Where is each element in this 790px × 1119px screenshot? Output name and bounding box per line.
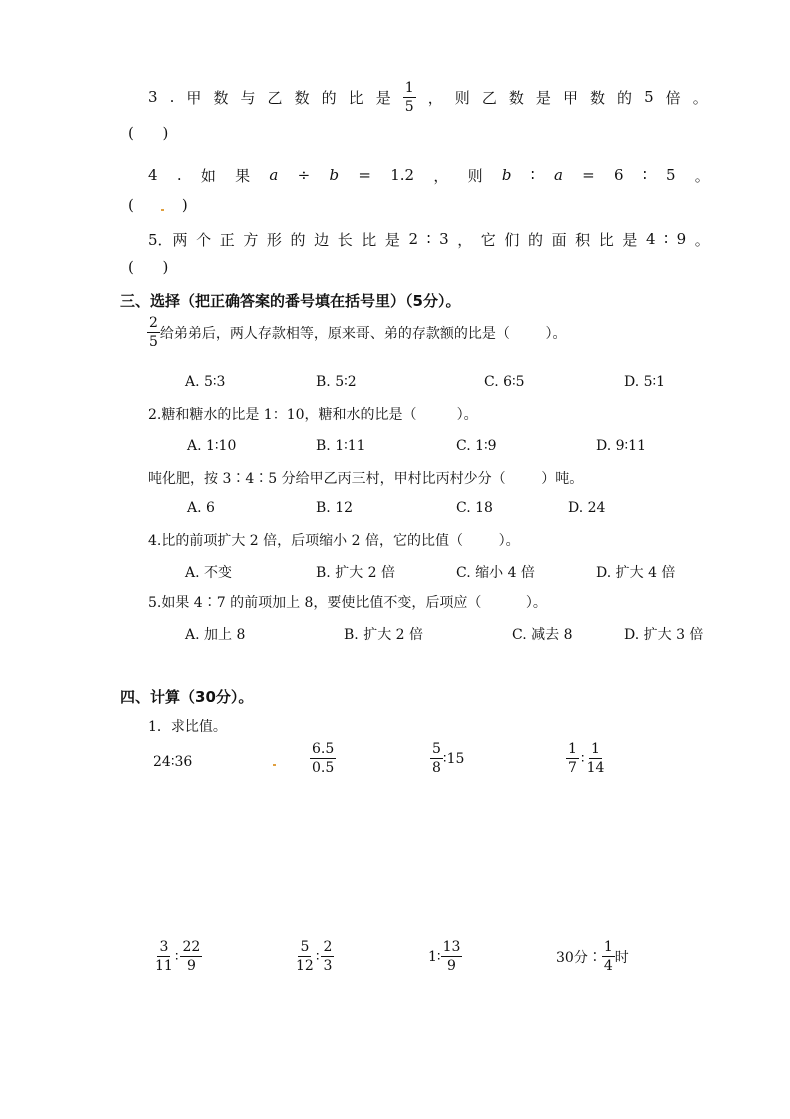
q4-part: 果	[235, 166, 251, 185]
q5-part: 边	[314, 230, 330, 249]
expr-r2-4-post: 时	[614, 949, 629, 966]
q5-part: 个	[196, 230, 212, 249]
expr-r2-4-fraction	[602, 940, 615, 973]
q4-part: =	[358, 166, 371, 184]
expr-r2-1-b-num: 22	[182, 939, 201, 955]
q4-part: 。	[694, 166, 710, 185]
q3-part: 是	[535, 88, 551, 107]
s3-q2-option-d[interactable]: D. 9∶11	[596, 438, 646, 454]
q5-part: 们	[504, 230, 520, 249]
expr-r1-2-fraction	[310, 742, 336, 775]
q3-part: 数	[508, 88, 524, 107]
expr-r1-1: 24∶36	[153, 754, 193, 770]
q4-part: .	[176, 166, 182, 184]
s3-q5-option-b[interactable]: B. 扩大 2 倍	[344, 627, 423, 643]
expr-r2-3-fraction	[441, 940, 463, 973]
expr-r1-4-a-num: 1	[568, 741, 577, 757]
q4-part: 如	[200, 166, 216, 185]
expr-r2-3-den: 9	[447, 958, 456, 974]
s3-q3-option-b[interactable]: B. 12	[316, 500, 354, 516]
expr-r2-1-a-num: 3	[159, 939, 169, 955]
expr-r1-4-b-num: 1	[591, 741, 600, 757]
s3-q1-fraction	[147, 316, 160, 349]
q5-part: 方	[243, 230, 259, 249]
q5-part: 是	[622, 230, 638, 249]
q5-part: 形	[266, 230, 282, 249]
q5-part: 2	[408, 230, 419, 248]
q5-part: 是	[384, 230, 400, 249]
q3-part: ，	[427, 88, 443, 107]
expr-r2-4	[556, 940, 629, 973]
q3-part: 的	[617, 88, 633, 107]
q3-part: 甲	[562, 88, 578, 107]
expr-r1-4-sep: ∶	[580, 750, 585, 767]
s3-q5-text: 5.如果 4∶7 的前项加上 8，要使比值不变，后项应（ ）。	[148, 595, 547, 611]
expr-r1-3-den: 8	[432, 760, 441, 776]
q3-part: 乙	[481, 88, 497, 107]
q3-part: 是	[375, 88, 391, 107]
s3-q1-line	[147, 316, 567, 349]
expr-r2-2-b-num: 2	[323, 939, 333, 955]
s3-q4-text: 4.比的前项扩大 2 倍，后项缩小 2 倍，它的比值（ ）。	[148, 533, 520, 549]
expr-r1-2-den: 0.5	[312, 760, 335, 776]
q5-part: 9	[676, 230, 687, 248]
q3-part: 3	[148, 88, 158, 106]
expr-r1-4	[566, 742, 604, 775]
expr-r2-3-pre: 1∶	[428, 948, 441, 965]
expr-r2-2-a-den: 12	[296, 958, 314, 974]
q4-part: ∶	[642, 166, 647, 184]
q4-paren-open: (	[128, 196, 134, 214]
q4-paren-close: )	[181, 196, 188, 214]
q5-part: 3	[439, 230, 449, 248]
q5-part: 长	[337, 230, 353, 249]
q3-part: 5	[644, 88, 654, 106]
s3-q4-option-b[interactable]: B. 扩大 2 倍	[316, 565, 395, 581]
s3-q1-option-b[interactable]: B. 5∶2	[316, 374, 357, 390]
q3-part: 数	[590, 88, 606, 107]
s3-q2-text: 2.糖和糖水的比是 1：10，糖和水的比是（ ）。	[148, 407, 478, 423]
q5-answer-paren[interactable]: ( )	[128, 258, 169, 276]
expr-r2-1-fraction-a	[155, 940, 173, 973]
q4-part: 则	[467, 166, 483, 185]
q4-part: a	[269, 166, 279, 184]
expr-r2-2-fraction-b	[321, 940, 334, 973]
q4-answer-paren[interactable]	[128, 196, 188, 214]
expr-r2-2-a-num: 5	[300, 939, 310, 955]
s3-q3-option-c[interactable]: C. 18	[456, 500, 493, 516]
judge-q3-line	[148, 79, 708, 115]
s3-q2-option-c[interactable]: C. 1∶9	[456, 438, 497, 454]
expr-r1-2-num: 6.5	[312, 741, 335, 757]
q3-part: 倍	[665, 88, 681, 107]
expr-r2-1-sep: ∶	[174, 948, 179, 965]
q3-frac-den: 5	[404, 98, 414, 115]
s3-q4-option-c[interactable]: C. 缩小 4 倍	[456, 565, 535, 581]
q5-part: 。	[694, 230, 710, 249]
q5-part: 面	[551, 230, 567, 249]
expr-r2-3-num: 13	[442, 939, 461, 955]
q4-part: =	[582, 166, 595, 184]
q3-part: 甲	[186, 88, 202, 107]
s3-q1-option-a[interactable]: A. 5∶3	[185, 374, 226, 390]
q4-part: 4	[148, 166, 158, 184]
s3-q1-option-d[interactable]: D. 5∶1	[624, 374, 666, 390]
expr-r2-4-pre: 30分∶	[556, 949, 602, 966]
expr-r1-4-b-den: 14	[586, 760, 605, 776]
expr-r1-3-rest: ∶15	[442, 750, 465, 767]
s3-q3-option-a[interactable]: A. 6	[187, 500, 215, 516]
q4-part: ∶	[530, 166, 535, 184]
expr-r2-2	[296, 940, 334, 973]
q4-part: 1.2	[390, 166, 415, 184]
s3-q2-option-a[interactable]: A. 1∶10	[187, 438, 237, 454]
section3-title: 三、选择（把正确答案的番号填在括号里）（5分）。	[120, 292, 461, 310]
q4-part: ÷	[297, 166, 311, 184]
q3-part: 乙	[267, 88, 283, 107]
expr-r2-2-b-den: 3	[323, 958, 333, 974]
q3-part: 数	[213, 88, 229, 107]
section4-title: 四、计算（30分）。	[120, 688, 254, 706]
q3-part: .	[169, 88, 175, 106]
s3-q4-option-a[interactable]: A. 不变	[185, 565, 233, 581]
q4-part: 6	[614, 166, 624, 184]
s3-q1-frac-den: 5	[149, 334, 158, 350]
q3-part: 的	[321, 88, 337, 107]
q5-part: ∶	[426, 230, 431, 248]
expr-r2-2-sep: ∶	[315, 948, 320, 965]
q3-part: 则	[454, 88, 470, 107]
q4-part: b	[501, 166, 512, 184]
q5-part: 的	[527, 230, 543, 249]
q3-part: 数	[294, 88, 310, 107]
expr-r1-2	[310, 742, 336, 775]
expr-r1-3-num: 5	[432, 741, 441, 757]
s3-q5-option-d[interactable]: D. 扩大 3 倍	[624, 627, 704, 643]
stray-mark	[161, 209, 164, 211]
q4-part: b	[329, 166, 340, 184]
s3-q5-option-a[interactable]: A. 加上 8	[185, 627, 246, 643]
expr-r2-3	[428, 940, 462, 973]
expr-r2-4-den: 4	[603, 958, 613, 974]
s3-q3-option-d[interactable]: D. 24	[568, 500, 606, 516]
q5-part: 正	[219, 230, 235, 249]
q5-part: 比	[598, 230, 614, 249]
expr-r2-1-fraction-b	[180, 940, 202, 973]
q5-part: 它	[480, 230, 496, 249]
q5-part: ∶	[664, 230, 668, 248]
q5-part: 5．两	[148, 230, 188, 249]
expr-r1-4-fraction-a	[566, 742, 579, 775]
expr-r1-4-a-den: 7	[568, 760, 577, 776]
expr-r2-1-b-den: 9	[186, 958, 196, 974]
q5-part: 比	[361, 230, 377, 249]
s3-q5-option-c[interactable]: C. 减去 8	[512, 627, 573, 643]
expr-r2-4-num: 1	[603, 939, 613, 955]
q5-part: ，	[457, 230, 473, 249]
judge-q4-line	[148, 164, 710, 186]
expr-r1-3-fraction	[430, 742, 443, 775]
q5-part: 4	[645, 230, 656, 248]
q3-part: 与	[240, 88, 256, 107]
s3-q1-text: 给弟弟后，两人存款相等，原来哥、弟的存款额的比是（ ）。	[159, 325, 567, 342]
expr-r2-1	[155, 940, 202, 973]
q3-fraction	[403, 81, 416, 114]
judge-q5-line	[148, 228, 710, 250]
expr-r2-2-fraction-a	[296, 940, 314, 973]
expr-r1-3	[430, 742, 464, 775]
s3-q4-option-d[interactable]: D. 扩大 4 倍	[596, 565, 676, 581]
q5-part: 积	[575, 230, 591, 249]
q4-part: a	[553, 166, 563, 184]
q3-frac-num: 1	[404, 79, 414, 96]
q3-answer-paren[interactable]: ( )	[128, 124, 169, 142]
q5-part: 的	[290, 230, 306, 249]
q4-part: 5	[665, 166, 676, 184]
s3-q1-option-c[interactable]: C. 6∶5	[484, 374, 525, 390]
expr-r2-1-a-den: 11	[155, 958, 173, 974]
expr-r1-4-fraction-b	[587, 742, 605, 775]
s3-q3-text: 吨化肥，按 3∶4∶5 分给甲乙丙三村，甲村比丙村少分（ ）吨。	[148, 471, 584, 487]
section4-sub1: 1．求比值。	[148, 719, 227, 735]
q4-part: ，	[433, 166, 449, 185]
s3-q1-frac-num: 2	[149, 315, 158, 331]
q3-part: 比	[348, 88, 364, 107]
q3-part: 。	[692, 88, 708, 107]
stray-mark	[273, 764, 276, 766]
s3-q2-option-b[interactable]: B. 1∶11	[316, 438, 366, 454]
